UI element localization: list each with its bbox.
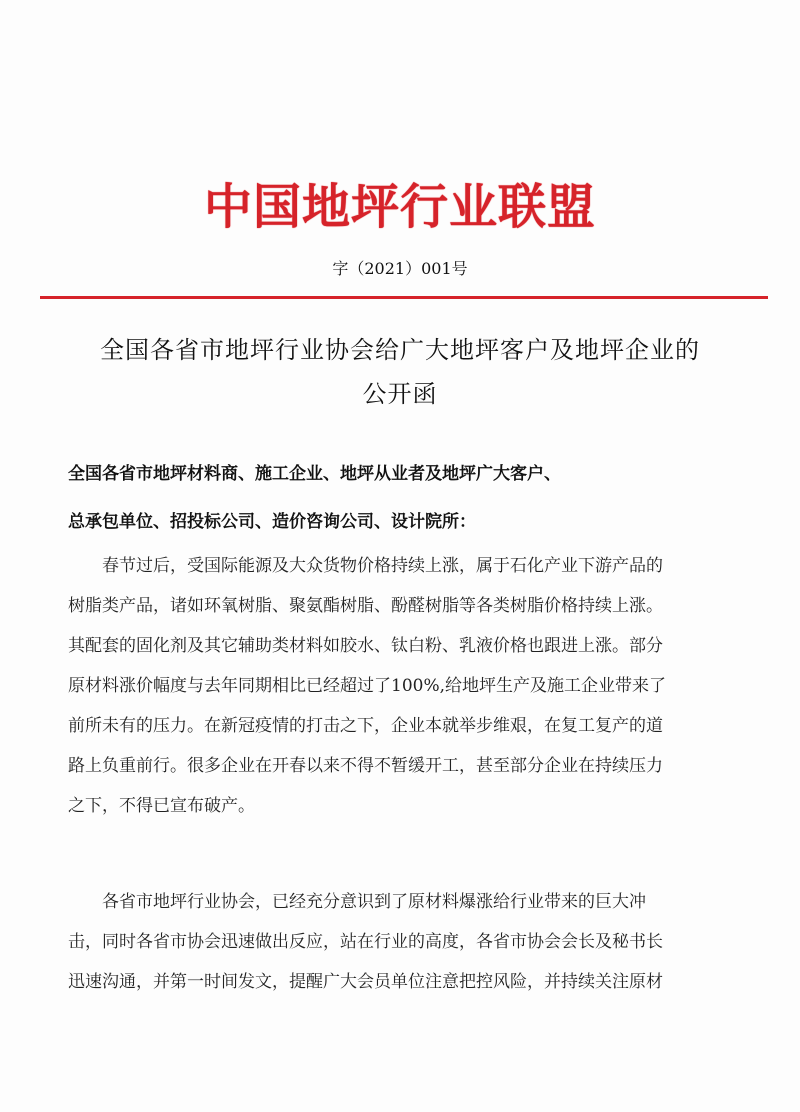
paragraph-line: 其配套的固化剂及其它辅助类材料如胶水、钛白粉、乳液价格也跟进上涨。部分 — [68, 636, 663, 656]
paragraph-line: 原材料涨价幅度与去年同期相比已经超过了100%,给地坪生产及施工企业带来了 — [68, 676, 667, 696]
document-number: 字（2021）001号 — [332, 259, 468, 278]
paragraph-line: 路上负重前行。很多企业在开春以来不得不暂缓开工，甚至部分企业在持续压力 — [68, 756, 663, 776]
salutation-line-2: 总承包单位、招投标公司、造价咨询公司、设计院所： — [68, 512, 476, 532]
body-paragraph-1 — [68, 546, 748, 826]
paragraph-line: 之下，不得已宣布破产。 — [68, 796, 255, 816]
paragraph-line: 迅速沟通，并第一时间发文，提醒广大会员单位注意把控风险，并持续关注原材 — [68, 972, 663, 992]
organization-letterhead: 中国地坪行业联盟 — [203, 179, 596, 235]
body-paragraph-2 — [68, 882, 748, 1002]
paragraph-line: 树脂类产品，诸如环氧树脂、聚氨酯树脂、酚醛树脂等各类树脂价格持续上涨。 — [68, 596, 663, 616]
paragraph-line: 春节过后，受国际能源及大众货物价格持续上涨，属于石化产业下游产品的 — [102, 556, 663, 576]
salutation — [68, 450, 748, 546]
paragraph-line: 击，同时各省市协会迅速做出反应，站在行业的高度，各省市协会会长及秘书长 — [68, 932, 663, 952]
document-title-line-2: 公开函 — [362, 380, 438, 408]
salutation-line-1: 全国各省市地坪材料商、施工企业、地坪从业者及地坪广大客户、 — [68, 464, 561, 484]
document-title-line-1: 全国各省市地坪行业协会给广大地坪客户及地坪企业的 — [100, 336, 700, 364]
document-title — [40, 328, 760, 416]
paragraph-line: 各省市地坪行业协会，已经充分意识到了原材料爆涨给行业带来的巨大冲 — [102, 892, 646, 912]
paragraph-line: 前所未有的压力。在新冠疫情的打击之下，企业本就举步维艰，在复工复产的道 — [68, 716, 663, 736]
red-divider-line — [40, 296, 768, 299]
